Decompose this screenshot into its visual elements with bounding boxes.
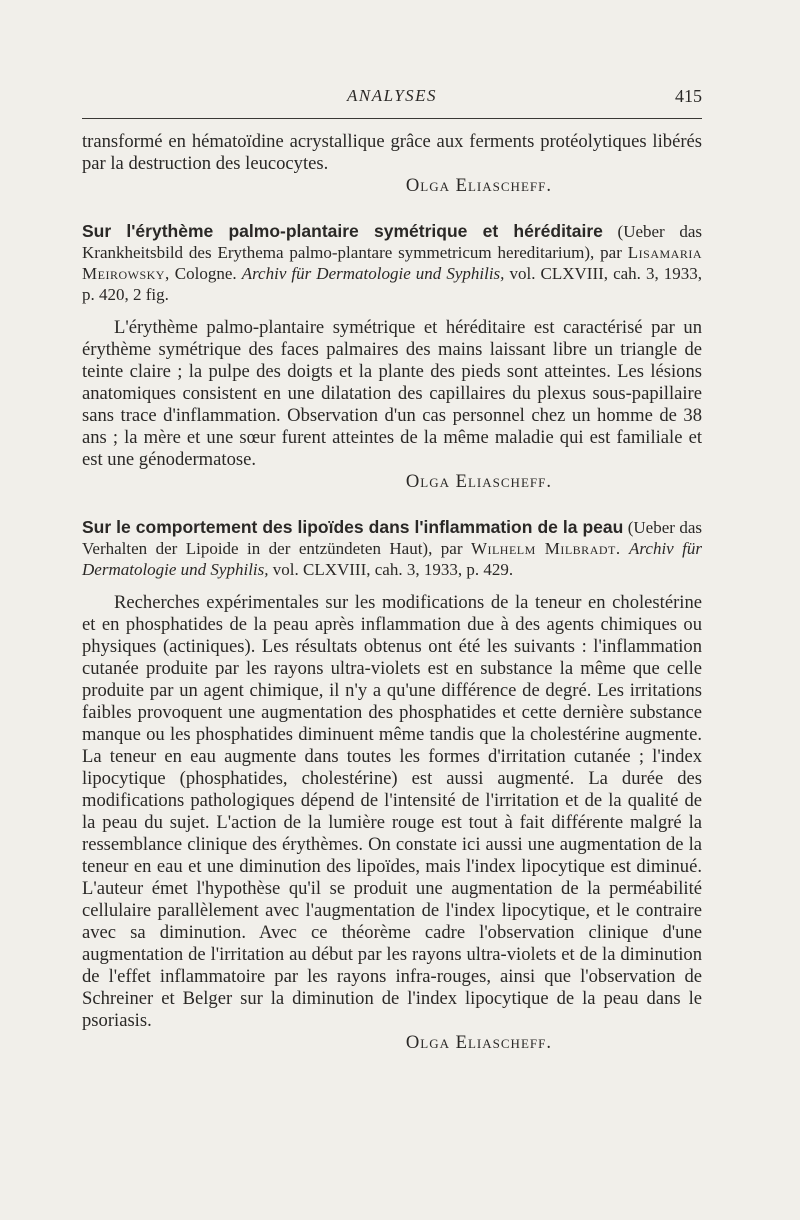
- page-content: [82, 131, 702, 1054]
- article2-body: Recherches expérimentales sur les modifications de la teneur en cholestérine et en phosphatides de la peau après inflammation due à des agents chimiques ou physiques (actiniques). Les résultats obtenus ont été les suivants : l'inflammation cutanée produite par les rayons ultra-violets est en substance la même que celle produite par un agent chimique, il n'y a qu'une différence de degré. Les irritations faibles provoquent une augmentation des phosphatides et cette dernière substance manque ou les phosphatides diminuent même tandis que la cholestérine augmente. La teneur en eau augmente dans toutes les formes d'irritation cutanée ; l'index lipocytique (phosphatides, cholestérine) est aussi augmenté. La durée des modifications pathologiques dépend de l'intensité de l'irritation et de la qualité de la peau du sujet. L'action de la lumière rouge est tout à fait différente malgré la ressemblance clinique des érythèmes. On constate ici aussi une augmentation de la teneur en eau et une diminution des lipoïdes, mais l'index lipocytique est diminué. L'auteur émet l'hypothèse qu'il se produit une augmentation de la perméabilité cellulaire parallèlement avec l'augmentation de l'index lipocytique, et le contraire avec sa diminution. Avec ce théorème cadre l'observation clinique d'une augmentation de l'irritation au début par les rayons ultra-violets et de la diminution de l'effet inflammatoire par les rayons infra-rouges, ainsi que l'observation de Schreiner et Belger sur la diminution de l'index lipocytique de la peau dans le psoriasis.: [82, 592, 702, 1031]
- article2-orig-title: (Ueber das Verhalten der Lipoide in der entzündeten Haut),: [82, 518, 702, 558]
- continuation-text: transformé en hématoïdine acrystallique grâce aux ferments protéolytiques libérés par la destruction des leucocytes.: [82, 131, 702, 174]
- article2-signature: Olga Eliascheff.: [405, 1032, 552, 1053]
- header-rule: [82, 118, 702, 119]
- article2-ref: vol. CLXVIII, cah. 3, 1933, p. 429.: [272, 560, 514, 579]
- page-header: [82, 86, 702, 112]
- article1-by: par: [600, 243, 622, 262]
- continuation-signature: Olga Eliascheff.: [405, 175, 552, 196]
- article1-orig-title: (Ueber das Krankheitsbild des Erythema palmo-plantare symmetricum hereditarium),: [82, 222, 703, 262]
- article1-journal: Archiv für Dermatologie und Syphilis,: [241, 264, 505, 283]
- article1-signature: Olga Eliascheff.: [405, 471, 552, 492]
- article1-ref: vol. CLXVIII, cah. 3, 1933, p. 420, 2 fig.: [82, 264, 703, 304]
- page-number: 415: [675, 86, 702, 106]
- article2-journal: Archiv für Dermatologie und Syphilis,: [82, 539, 703, 579]
- article2-authors: Wilhelm Milbradt.: [470, 539, 621, 558]
- article2-title: Sur le comportement des lipoïdes dans l'inflammation de la peau: [82, 517, 624, 537]
- article2-by: par: [440, 539, 463, 558]
- article1-authors: Lisamaria Meirowsky,: [82, 243, 702, 283]
- running-head: ANALYSES: [346, 86, 438, 105]
- article1-city: Cologne.: [174, 264, 237, 283]
- article1-heading: [82, 221, 702, 305]
- article2-heading: [82, 517, 702, 580]
- article1-body: L'érythème palmo-plantaire symétrique et héréditaire est caractérisé par un érythème symétrique des faces palmaires des mains laissant libre un triangle de teinte claire ; la pulpe des doigts et la plante des pieds sont atteintes. Les lésions anatomiques consistent en une dilatation des capillaires du plexus sous-papillaire sans trace d'inflammation. Observation d'un cas personnel chez un homme de 38 ans ; la mère et une sœur furent atteintes de la même maladie qui est familiale et est une génodermatose.: [82, 317, 702, 470]
- article1-title: Sur l'érythème palmo-plantaire symétrique et héréditaire: [82, 221, 603, 241]
